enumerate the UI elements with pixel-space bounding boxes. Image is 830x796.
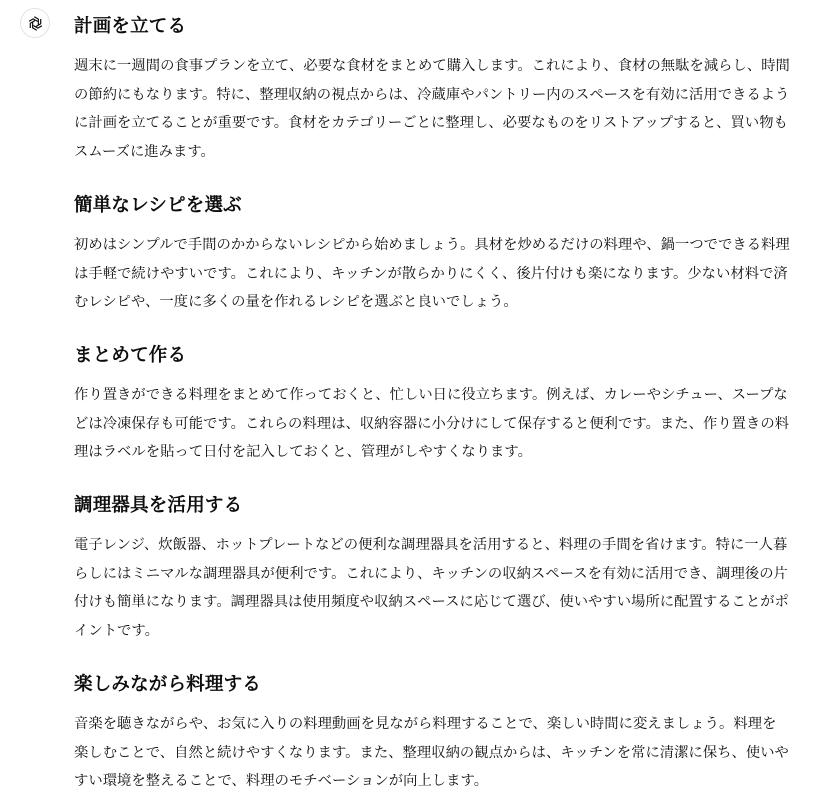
assistant-message bbox=[74, 12, 790, 796]
section-paragraph: 作り置きができる料理をまとめて作っておくと、忙しい日に役立ちます。例えば、カレーやシチュー、スープなどは冷凍保存も可能です。これらの料理は、収納容器に小分けにして保存すると便利です。また、作り置きの料理はラベルを貼って日付を記入しておくと、管理がしやすくなります。 bbox=[74, 386, 790, 461]
section-batch-cooking bbox=[74, 341, 790, 467]
section-paragraph: 初めはシンプルで手間のかからないレシピから始めましょう。具材を炒めるだけの料理や、鍋一つでできる料理は手軽で続けやすいです。これにより、キッチンが散らかりにくく、後片付けも楽になります。少ない材料で済むレシピや、一度に多くの量を作れるレシピを選ぶと良いでしょう。 bbox=[74, 236, 790, 311]
section-simple-recipes bbox=[74, 191, 790, 317]
section-enjoy-cooking bbox=[74, 670, 790, 796]
section-heading: まとめて作る bbox=[74, 344, 187, 366]
section-paragraph: 週末に一週間の食事プランを立て、必要な食材をまとめて購入します。これにより、食材の無駄を減らし、時間の節約にもなります。特に、整理収納の視点からは、冷蔵庫やパントリー内のスペースを有効に活用できるように計画を立てることが重要です。食材をカテゴリーごとに整理し、必要なものをリストアップすると、買い物もスムーズに進みます。 bbox=[74, 58, 790, 161]
section-paragraph: 音楽を聴きながらや、お気に入りの料理動画を見ながら料理することで、楽しい時間に変えましょう。料理を楽しむことで、自然と続けやすくなります。また、整理収納の観点からは、キッチンを常に清潔に保ち、使いやすい環境を整えることで、料理のモチベーションが向上します。 bbox=[74, 715, 789, 790]
assistant-avatar bbox=[20, 8, 50, 38]
section-heading: 楽しみながら料理する bbox=[74, 673, 262, 695]
section-heading: 調理器具を活用する bbox=[74, 495, 243, 517]
section-paragraph: 電子レンジ、炊飯器、ホットプレートなどの便利な調理器具を活用すると、料理の手間を省けます。特に一人暮らしにはミニマルな調理器具が便利です。これにより、キッチンの収納スペースを有効に活用でき、調理後の片付けも簡単になります。調理器具は使用頻度や収納スペースに応じて選び、使いやすい場所に配置することがポイントです。 bbox=[74, 537, 789, 640]
section-plan bbox=[74, 12, 790, 167]
section-kitchen-tools bbox=[74, 491, 790, 646]
section-heading: 簡単なレシピを選ぶ bbox=[74, 194, 242, 216]
openai-logo-icon bbox=[26, 14, 45, 33]
section-heading: 計画を立てる bbox=[74, 16, 187, 37]
